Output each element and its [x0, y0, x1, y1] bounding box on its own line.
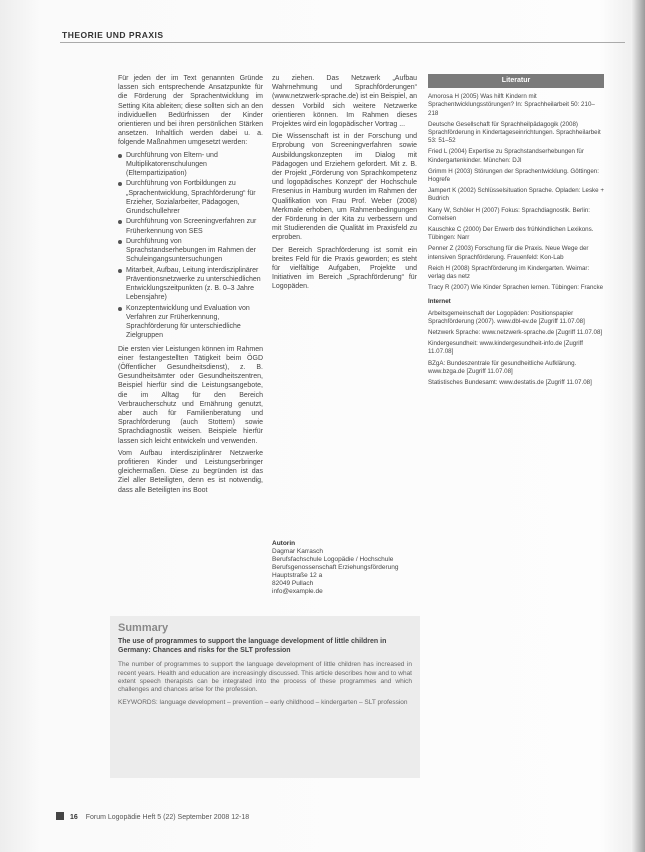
- internet-reference[interactable]: BZgA: Bundeszentrale für gesundheitliche Aufklärung. www.bzga.de [Zugriff 11.07.08]: [428, 359, 577, 375]
- left-paragraph: Die ersten vier Leistungen können im Rahmen einer festangestellten Tätigkeit beim ÖGD (Öffentlicher Gesundheitsdienst), z. B. Gesundheitsämter oder Gesundheitszentren, Beispiel hierfür sind die Leistungsangebote, die im Alltag für den Bereich Verbraucherschutz und Ernährung genutzt, aber auch für Familienberatung und Sprachförderung (auch Stottern) sowie Sprachdiagnostik weisen. Beispiele hierfür lassen sich leicht entwickeln und verwenden.: [118, 345, 263, 445]
- summary-keywords: KEYWORDS: language development – prevention – early childhood – kindergarten – SLT profession: [118, 698, 408, 706]
- middle-paragraph: zu ziehen. Das Netzwerk „Aufbau Wahrnehmung und Sprachförderungen“ (www.netzwerk-sprache.de) ist ein Beispiel, an dessen Vorbild sich weitere Netzwerke orientieren können. Im Rahmen dieses Projektes wird ein logopädischer Vortrag ...: [272, 75, 417, 129]
- internet-reference[interactable]: Arbeitsgemeinschaft der Logopäden: Positionspapier Sprachförderung (2007). www.dbl-ev.de [Zugriff 11.07.08]: [428, 309, 585, 325]
- internet-reference[interactable]: Kindergesundheit: www.kindergesundheit-info.de [Zugriff 11.07.08]: [428, 340, 584, 356]
- middle-paragraph: Die Wissenschaft ist in der Forschung und Erprobung von Screeningverfahren sowie Ausbildungskonzepten im Dialog mit Pädagogen und Erziehern gefordert. Mit z. B. der Projekt „Förderung von Sprachkompetenz und logopädisches Konzept“ der Hochschule Fresenius in Hamburg wurden im Rahmen der Qualifikation von Frau Prof. Weber (2008) Merkmale erhoben, um Rahmenbedingungen der Förderung in der Kita zu verbessern und mit Studierenden die Qualität im Praxisfeld zu erproben.: [272, 133, 417, 242]
- contact-line: Berufsgenossenschaft Erziehungsförderung: [272, 564, 399, 571]
- bullet-item: Mitarbeit, Aufbau, Leitung interdisziplinärer Präventionsnetzwerke zu unterschiedlichen Entwicklungszeitpunkten (z. B. 0–3 Jahre Lebensjahre): [118, 266, 263, 303]
- reference-item: Deutsche Gesellschaft für Sprachheilpädagogik (2008) Sprachförderung in Kindertageseinrichtungen. Sprachheilarbeit 53: 51–52: [428, 120, 601, 145]
- footer-square-icon: [56, 812, 64, 820]
- internet-reference[interactable]: Statistisches Bundesamt: www.destatis.de [Zugriff 11.07.08]: [428, 379, 592, 387]
- page-gutter-shadow: [631, 0, 645, 852]
- contact-line: 82049 Pullach: [272, 580, 314, 587]
- author-contact: [272, 540, 417, 596]
- summary-title: Summary: [118, 622, 169, 634]
- contact-line: Berufsfachschule Logopädie / Hochschule: [272, 556, 394, 563]
- literature-column: [428, 74, 604, 390]
- section-rule: [60, 42, 625, 43]
- reference-item: Grimm H (2003) Störungen der Sprachentwicklung. Göttingen: Hogrefe: [428, 167, 599, 184]
- summary-box: [110, 616, 420, 778]
- literature-header: Literatur: [428, 74, 604, 88]
- summary-body: The number of programmes to support the language development of little children has increased in recent years. Health and education are increasingly discussed. This article describes how and to what extent speech therapists can be integrated into the process of these programmes and which challenges and chances arise for the profession.: [118, 661, 412, 694]
- internet-label: Internet: [428, 298, 451, 306]
- bullet-item: Konzeptentwicklung und Evaluation von Verfahren zur Früherkennung, Sprachförderung für unterschiedliche Zielgruppen: [118, 304, 263, 341]
- reference-item: Tracy R (2007) Wie Kinder Sprachen lernen. Tübingen: Francke: [428, 284, 604, 292]
- bullet-item: Durchführung von Sprachstandserhebungen im Rahmen der Schuleingangsuntersuchungen: [118, 237, 263, 265]
- contact-email[interactable]: info@example.de: [272, 588, 323, 595]
- summary-subtitle: The use of programmes to support the language development of little children in Germany: Chances and risks for the SLT profession: [118, 638, 387, 654]
- contact-line: Hauptstraße 12 a: [272, 572, 323, 579]
- reference-item: Amorosa H (2005) Was hilft Kindern mit Sprachentwicklungsstörungen? In: Sprachheilarbeit 50: 210–218: [428, 93, 595, 117]
- left-column: [118, 74, 263, 498]
- reference-item: Kauschke C (2000) Der Erwerb des frühkindlichen Lexikons. Tübingen: Narr: [428, 226, 594, 242]
- bullet-item: Durchführung von Eltern- und Multiplikatorenschulungen (Elternpartizipation): [118, 151, 263, 179]
- left-paragraph: Vom Aufbau interdisziplinärer Netzwerke profitieren Kinder und Leistungserbringer gleichermaßen. Diese zu begründen ist das Ziel aller Beteiligten, denn es ist notwendig, dass alle Beteiligten ins Boot: [118, 449, 263, 494]
- bullet-item: Durchführung von Screeningverfahren zur Früherkennung von SES: [118, 217, 263, 235]
- left-intro: Für jeden der im Text genannten Gründe lassen sich entsprechende Ansatzpunkte für die Förderung der Sprachentwicklung im Setting Kita ableiten; diese sollten sich an den individuellen Bedürfnissen der Kinder orientieren und bei ihren persönlichen Stärken ansetzen. Inhaltlich werden dabei u. a. folgende Maßnahmen umgesetzt werden:: [118, 75, 263, 147]
- contact-label: Autorin: [272, 540, 296, 547]
- internet-reference[interactable]: Netzwerk Sprache: www.netzwerk-sprache.de [Zugriff 11.07.08]: [428, 329, 603, 337]
- section-label: THEORIE UND PRAXIS: [62, 30, 164, 40]
- footer-journal-info: Forum Logopädie Heft 5 (22) September 2008 12-18: [85, 814, 250, 821]
- reference-item: Reich H (2008) Sprachförderung im Kindergarten. Weimar: verlag das netz: [428, 264, 590, 281]
- bullet-list: [118, 151, 263, 341]
- page-number: 16: [69, 814, 78, 821]
- reference-item: Fried L (2004) Expertise zu Sprachstandserhebungen für Kindergartenkinder. München: DJI: [428, 148, 584, 164]
- middle-column: [272, 74, 417, 295]
- page-footer: [56, 812, 456, 821]
- reference-item: Jampert K (2002) Schlüsselsituation Sprache. Opladen: Leske + Budrich: [428, 187, 604, 203]
- bullet-item: Durchführung von Fortbildungen zu „Sprachentwicklung, Sprachförderung“ für Erzieher, Sozialarbeiter, Pädagogen, Grundschullehrer: [118, 179, 263, 216]
- reference-item: Penner Z (2003) Forschung für die Praxis. Neue Wege der intensiven Sprachförderung. Frauenfeld: Kon-Lab: [428, 245, 589, 261]
- middle-paragraph: Der Bereich Sprachförderung ist somit ein breites Feld für die Praxis geworden; es steht für vielfältige Aufgaben, Projekte und Initiativen im Bereich „Sprachförderung“ für Logopäden.: [272, 246, 417, 291]
- reference-item: Kany W, Schöler H (2007) Fokus: Sprachdiagnostik. Berlin: Cornelsen: [428, 206, 590, 222]
- contact-line: Dagmar Karrasch: [272, 548, 323, 555]
